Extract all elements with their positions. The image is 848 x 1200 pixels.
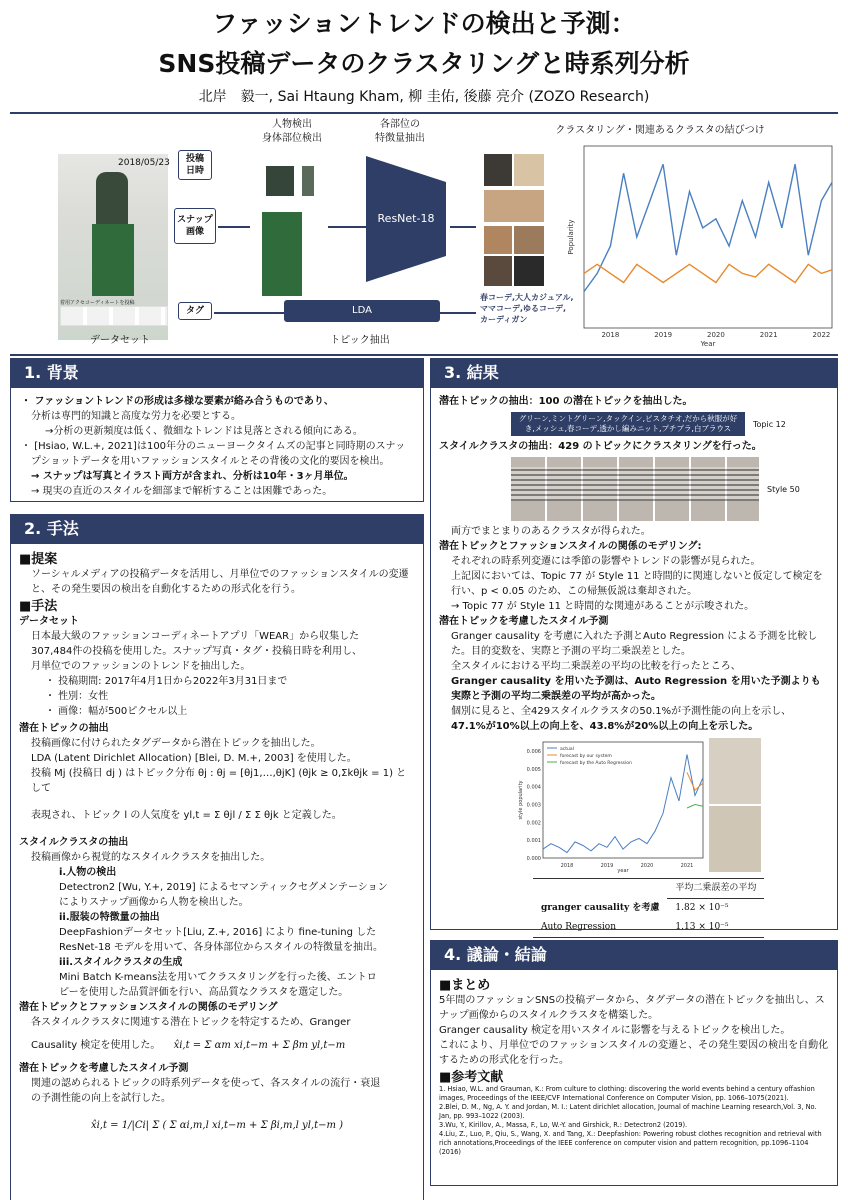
resnet-label: ResNet-18 — [377, 212, 435, 225]
cluster-img-1 — [484, 154, 512, 186]
section-results — [430, 358, 838, 930]
poster-title — [0, 8, 848, 80]
legend-entry-2: forecast by the Auto Regression — [560, 761, 632, 766]
table-row — [533, 918, 764, 938]
latent-topic-line-2: LDA (Latent Dirichlet Allocation) [Blei, D. M.+, 2003] を使用した。 — [31, 753, 357, 764]
y-axis-label: style popularity — [518, 780, 524, 820]
relation-equation: x̂i,t = Σ αm xi,t−m + Σ βm yl,t−m — [173, 1040, 346, 1051]
person-crop-body — [262, 212, 302, 296]
style-50-row — [511, 457, 829, 521]
legend-entry-1: forecast by our system — [560, 754, 612, 759]
prediction-equation: x̂i,t = 1/|Ci| Σ ( Σ αi,m,l xi,t−m + Σ βi,m,l yl,t−m ) — [90, 1120, 344, 1131]
bg-bullet-2b: → スナップは写真とイラスト両方が含まれ、分析は10年・3ヶ月単位。 — [31, 471, 354, 482]
y-tick-label: 0.003 — [526, 802, 541, 809]
forecast-img-1 — [709, 738, 761, 804]
forecast-chart — [515, 738, 707, 874]
result-prediction-2: 全スタイルにおける平均二乗誤差の平均の比較を行ったところ、 — [451, 661, 741, 672]
relation-line-2 — [19, 1038, 415, 1053]
section-2-heading: 2. 手法 — [10, 514, 424, 544]
tag-caption: 着用アクセコーディネートを投稿 — [60, 300, 135, 306]
dataset-bullet-2: ・ 性別：女性 — [45, 691, 109, 702]
overview-figure — [10, 116, 838, 352]
reference-4: 4.Liu, Z., Luo, P., Qiu, S., Wang, X. and Tang, X.: Deepfashion: Powering robust clothes recognition and retrieval with rich annotations,Proceedings of the IEEE conference on computer vision and pattern recognition, pp.1096–1104 (2016) — [439, 1130, 822, 1156]
reference-3: 3.Wu, Y., Kirillov, A., Massa, F., Lo, W.-Y. and Girshick, R.: Detectron2 (2019). — [439, 1121, 688, 1129]
tag-box: タグ — [178, 302, 212, 320]
latent-topic-line-4: 表現され、トピック l の人気度を yl,t = Σ θjl / Σ Σ θjk と定義した。 — [31, 810, 342, 821]
arrow-snap — [218, 226, 250, 228]
dataset-heading: データセット — [19, 616, 79, 627]
series-line-2 — [687, 805, 703, 809]
step-iii-line-2: ピーを使用した品質評価を行い、高品質なクラスタを選定した。 — [59, 987, 349, 998]
arrow-person — [328, 226, 368, 228]
step-iii-line-1: Mini Batch K-means法を用いてクラスタリングを行った後、エントロ — [59, 972, 377, 983]
series-line-1 — [687, 772, 703, 790]
bg-bullet-1c: →分析の更新頻度は低く、微細なトレンドは見落とされる傾向にある。 — [45, 426, 363, 437]
cluster-img-6 — [484, 256, 512, 286]
mse-row-1-name: granger causality を考慮 — [541, 902, 660, 913]
cluster-img-5 — [514, 226, 544, 254]
summary-heading: ■まとめ — [439, 978, 491, 993]
arrow-lda — [440, 312, 476, 314]
summary-line-3: これにより、月単位でのファッションスタイルの変遷と、その発生要因の検出を自動化するための形式化を行った。 — [439, 1040, 829, 1066]
summary-line-1: 5年間のファッションSNSの投稿データから、タグデータの潜在トピックを抽出し、スナップ画像からのスタイルクラスタを構築した。 — [439, 995, 825, 1021]
x-axis-label: Year — [700, 340, 716, 348]
post-date-text: 2018/05/23 — [118, 158, 170, 168]
bg-bullet-1a: ・ ファッショントレンドの形成は多様な要素が絡み合うものであり、 — [21, 396, 334, 407]
bg-bullet-2a: ・ [Hsiao, W.L.+, 2021]は100年分のニューヨークタイムズの記事と同時期のスナップショットデータを用いファッションスタイルとその背後の文化的要因を検出。 — [21, 441, 406, 467]
summary-line-2: Granger causality 検定を用いスタイルに影響を与えるトピックを検出した。 — [439, 1025, 791, 1036]
x-tick-label: 2019 — [600, 863, 614, 869]
y-tick-label: 0.000 — [526, 856, 541, 862]
style-cluster-line-1: 投稿画像から視覚的なスタイルクラスタを抽出した。 — [31, 852, 271, 863]
result-prediction-1: Granger causality を考慮に入れた予測とAuto Regression による予測を比較した。目的変数を、実際と予測の平均二乗誤差とした。 — [451, 631, 818, 657]
section-conclusion — [430, 940, 838, 1186]
x-tick-label: 2021 — [680, 863, 694, 869]
x-tick-label: 2021 — [759, 331, 778, 339]
step-iii-heading: iii.スタイルクラスタの生成 — [59, 957, 183, 968]
y-tick-label: 0.001 — [526, 838, 541, 845]
cluster-label: クラスタリング・関連あるクラスタの結びつけ — [555, 125, 765, 136]
relation-line-1: 各スタイルクラスタに関連する潜在トピックを特定するため、Granger — [31, 1017, 351, 1028]
topic-extract-label: トピック抽出 — [330, 335, 390, 346]
bg-bullet-1a-text: ファッショントレンドの形成は多様な要素が絡み合うものであり、 — [34, 396, 334, 407]
relation-heading: 潜在トピックとファッションスタイルの関係のモデリング — [19, 1002, 278, 1013]
person-crop-top — [266, 166, 294, 196]
forecast-img-2 — [709, 806, 761, 872]
section-method — [10, 514, 424, 1200]
section-1-heading: 1. 背景 — [10, 358, 424, 388]
stripe-overlay — [511, 467, 759, 501]
lda-box: LDA — [284, 300, 440, 322]
title-line-1: ファッショントレンドの検出と予測： — [212, 9, 636, 38]
mse-table-header — [533, 879, 764, 899]
photo-person-top — [96, 172, 128, 228]
y-tick-label: 0.004 — [526, 784, 541, 791]
dataset-bullet-3: ・ 画像：幅が500ピクセル以上 — [45, 706, 188, 717]
table-row — [533, 899, 764, 919]
result-style-cluster: スタイルクラスタの抽出：429 のトピックにクラスタリングを行った。 — [439, 441, 762, 452]
cluster-img-3 — [484, 190, 544, 222]
result-relation-2: 上記図においては、Topic 77 が Style 11 と時間的に関連しないと仮定して検定を行い、p < 0.05 のため、この帰無仮説は棄却された。 — [451, 571, 823, 597]
section-3-heading: 3. 結果 — [430, 358, 838, 388]
snap-box: スナップ 画像 — [174, 208, 216, 244]
step-ii-line-2: ResNet-18 モデルを用いて、各身体部位からスタイルの特徴量を抽出。 — [59, 942, 384, 953]
x-axis-label: year — [617, 868, 629, 874]
result-topic-extract: 潜在トピックの抽出：100 の潜在トピックを抽出した。 — [439, 396, 693, 407]
result-prediction-4: 個別に見ると、全429スタイルクラスタの50.1%が予測性能の向上を示し、 — [451, 706, 792, 717]
proposal-heading: ■提案 — [19, 552, 58, 567]
result-relation-1: それぞれの時系列変遷には季節の影響やトレンドの影響が見られた。 — [451, 556, 761, 567]
result-relation-heading: 潜在トピックとファッションスタイルの関係のモデリング: — [439, 541, 702, 552]
references-heading: ■参考文献 — [439, 1070, 504, 1085]
authors: 北岸 毅一, Sai Htaung Kham, 柳 圭佑, 後藤 亮介 (ZOZO Research) — [198, 89, 650, 105]
style-50-images — [511, 457, 759, 521]
mse-table — [533, 878, 764, 938]
prediction-heading: 潜在トピックを考慮したスタイル予測 — [19, 1063, 189, 1074]
result-prediction-5: 47.1%が10%以上の向上を、43.8%が20%以上の向上を示した。 — [451, 721, 759, 732]
figure-divider — [10, 354, 838, 356]
reference-2: 2.Blei, D. M., Ng, A. Y. and Jordan, M. I.: Latent dirichlet allocation, Journal of machine Learning research,Vol. 3, No. Jan, pp. 993–1022 (2003). — [439, 1103, 817, 1120]
forecast-row — [439, 738, 829, 876]
result-relation-3: → Topic 77 が Style 11 と時間的な関連があることが示唆された。 — [451, 601, 755, 612]
relation-line-2-text: Causality 検定を使用した。 — [31, 1040, 161, 1051]
mse-row-1-value: 1.82 × 10⁻⁵ — [675, 903, 729, 913]
section-4-heading: 4. 議論・結論 — [430, 940, 838, 970]
dataset-label: データセット — [90, 335, 150, 346]
result-both-clusters: 両方でまとまりのあるクラスタが得られた。 — [451, 526, 651, 537]
dataset-bullet-1: ・ 投稿期間: 2017年4月1日から2022年3月31日まで — [45, 676, 288, 687]
post-date-box: 投稿 日時 — [178, 150, 212, 180]
series-line-1 — [584, 264, 832, 282]
popularity-chart — [566, 138, 838, 348]
cluster-img-7 — [514, 256, 544, 286]
dataset-line-2: 307,484件の投稿を使用した。スナップ写真・タグ・投稿日時を利用し、 — [31, 646, 362, 657]
dataset-line-1: 日本最大級のファッションコーディネートアプリ「WEAR」から収集した — [31, 631, 360, 642]
prediction-line-2: の予測性能の向上を試行した。 — [31, 1093, 171, 1104]
x-tick-label: 2022 — [812, 331, 831, 339]
y-tick-label: 0.006 — [526, 748, 541, 755]
cluster-img-2 — [514, 154, 544, 186]
style-50-label: Style 50 — [767, 484, 800, 494]
step-i-heading: i.人物の検出 — [59, 867, 117, 878]
arrow-resnet — [450, 226, 476, 228]
x-tick-label: 2020 — [707, 331, 725, 339]
photo-person-skirt — [92, 224, 134, 296]
proposal-text: ソーシャルメディアの投稿データを活用し、月単位でのファッションスタイルの変遷と、その発生要因の検出を自動化するための形式化を行う。 — [31, 569, 409, 595]
bg-bullet-1b: 分析は専門的知識と高度な労力を必要とする。 — [31, 411, 241, 422]
step-i-line-1: Detectron2 [Wu, Y.+, 2019] によるセマンティックセグメンテーション — [59, 882, 388, 893]
legend-entry-0: actual — [560, 747, 574, 752]
step-ii-line-1: DeepFashionデータセット[Liu, Z.+, 2016] により fine-tuning した — [59, 927, 377, 938]
latent-topic-heading: 潜在トピックの抽出 — [19, 723, 109, 734]
person-detect-label: 人物検出 身体部位検出 — [262, 119, 322, 144]
arrow-tag — [214, 312, 284, 314]
step-i-line-2: によりスナップ画像から人物を検出した。 — [59, 897, 249, 908]
method-heading: ■手法 — [19, 599, 58, 614]
bg-bullet-2c: → 現実の直近のスタイルを細部まで解析することは困難であった。 — [31, 486, 333, 497]
style-cluster-heading: スタイルクラスタの抽出 — [19, 837, 129, 848]
result-prediction-heading: 潜在トピックを考慮したスタイル予測 — [439, 616, 609, 627]
tag-chips — [60, 306, 168, 326]
result-prediction-3: Granger causality を用いた予測は、Auto Regression を用いた予測よりも実際と予測の平均二乗誤差の平均が高かった。 — [451, 676, 821, 702]
x-tick-label: 2018 — [601, 331, 620, 339]
latent-topic-line-1: 投稿画像に付けられたタグデータから潜在トピックを抽出した。 — [31, 738, 321, 749]
feature-label: 各部位の 特徴量抽出 — [375, 119, 425, 144]
dataset-line-3: 月単位でのファッションのトレンドを抽出した。 — [31, 661, 251, 672]
x-tick-label: 2020 — [640, 863, 654, 869]
prediction-line-1: 関連の認められるトピックの時系列データを使って、各スタイルの流行・衰退 — [31, 1078, 381, 1089]
step-ii-heading: ii.服装の特徴量の抽出 — [59, 912, 160, 923]
plot-frame — [584, 146, 832, 328]
section-background — [10, 358, 424, 502]
y-tick-label: 0.005 — [526, 766, 541, 773]
series-line-0 — [543, 755, 703, 853]
y-tick-label: 0.002 — [526, 820, 541, 827]
header-rule — [10, 112, 838, 114]
person-crop-side — [302, 166, 314, 196]
series-line-0 — [584, 164, 832, 291]
topic-12-label: Topic 12 — [753, 419, 786, 429]
y-axis-label: Popularity — [567, 219, 575, 255]
mse-row-2-value: 1.13 × 10⁻⁵ — [675, 922, 729, 932]
x-tick-label: 2018 — [560, 863, 574, 869]
latent-topic-line-3: 投稿 Mj (投稿日 dj ) はトピック分布 θj : θj = [θj1,…,θjK] (θjk ≥ 0,Σkθjk = 1) として — [31, 768, 407, 794]
mse-header: 平均二乗誤差の平均 — [667, 879, 764, 899]
bg-bullet-2a-text: [Hsiao, W.L.+, 2021]は100年分のニューヨークタイムズの記事と同時期のスナップショットデータを用いファッションスタイルとその背後の文化的要因を検出。 — [31, 441, 406, 467]
reference-1: 1. Hsiao, W.L. and Grauman, K.: From culture to clothing: discovering the world events behind a century offashion images, Proceedings of the IEEE/CVF International Conference on Computer Vision, pp. 1066–1075(2021). — [439, 1085, 815, 1102]
cluster-caption: 春コーデ,大人カジュアル, ママコーデ,ゆるコーデ, カーディガン — [480, 293, 574, 324]
topic-12-row — [511, 412, 829, 436]
title-line-2: SNS投稿データのクラスタリングと時系列分析 — [158, 49, 690, 78]
mse-header-blank — [533, 879, 667, 899]
topic-12-words: グリーン,ミントグリーン,タックイン,ビスタチオ,だから秋服が好き,メッシュ,春コーデ,透かし編みニット,プチプラ,白ブラウス — [511, 412, 745, 436]
x-tick-label: 2019 — [654, 331, 673, 339]
mse-row-2-name: Auto Regression — [541, 922, 617, 932]
cluster-img-4 — [484, 226, 512, 254]
